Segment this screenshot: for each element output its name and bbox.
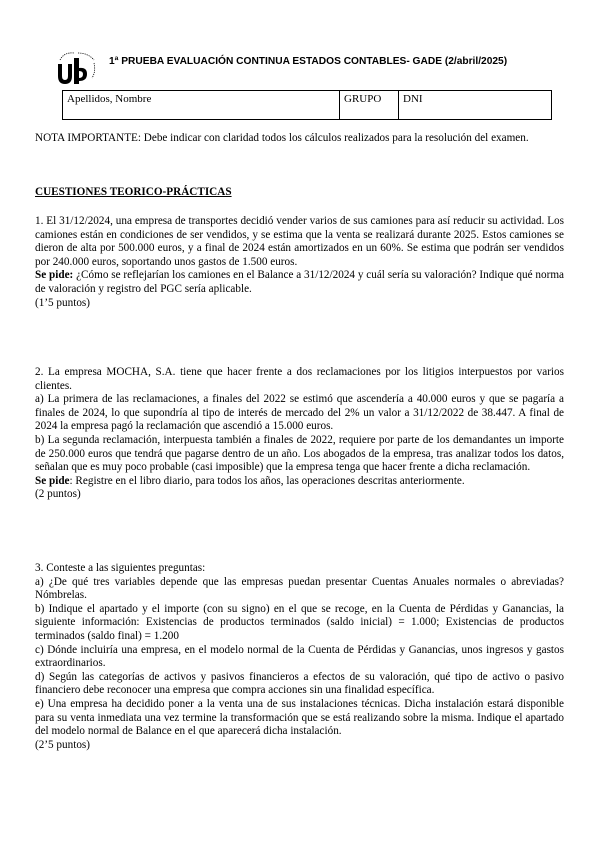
dni-field[interactable] bbox=[399, 91, 552, 120]
q2-ask-text: : Registre en el libro diario, para todos los años, las operaciones descritas anteriormente. bbox=[69, 474, 465, 487]
q2-intro: 2. La empresa MOCHA, S.A. tiene que hacer frente a dos reclamaciones por los litigios interpuestos por varios clientes. bbox=[35, 366, 564, 392]
q3-part-c: c) Dónde incluiría una empresa, en el modelo normal de la Cuenta de Pérdidas y Ganancias, unos ingresos y gastos extraordinarios. bbox=[35, 643, 564, 670]
question-2 bbox=[35, 366, 564, 502]
q3-points: (2’5 puntos) bbox=[35, 738, 90, 751]
q1-statement: 1. El 31/12/2024, una empresa de transportes decidió vender varios de sus camiones para así reducir su actividad. Los camiones están en condiciones de ser vendidos, y se estima que la venta se realizará durante 2025. Estos camiones se dieron de alta por 500.000 euros, y a final de 2024 están amortizados en un 60%. Se estima que podrán ser vendidos por 240.000 euros, soportando unos gastos de 1.500 euros. bbox=[35, 215, 564, 268]
q1-ask-label: Se pide: bbox=[35, 269, 74, 282]
q3-part-e: e) Una empresa ha decidido poner a la venta una de sus instalaciones técnicas. Dicha instalación estará disponible para su venta inmediata una vez termine la transformación que se está realizando sobre la misma. Indique el apartado del modelo normal de Balance en el que aparecerá dicha instalación. bbox=[35, 697, 564, 738]
exam-title: 1ª PRUEBA EVALUACIÓN CONTINUA ESTADOS CONTABLES- GADE (2/abril/2025) bbox=[109, 56, 508, 67]
university-logo-icon bbox=[54, 50, 100, 86]
name-label: Apellidos, Nombre bbox=[67, 93, 152, 105]
q3-part-d: d) Según las categorías de activos y pasivos financieros a efectos de su valoración, qué tipo de activo o pasivo financiero debe reconocer una empresa que compra acciones sin una finalidad específica. bbox=[35, 670, 564, 697]
name-field[interactable] bbox=[63, 91, 340, 120]
question-1 bbox=[35, 215, 564, 310]
section-title: CUESTIONES TEORICO-PRÁCTICAS bbox=[35, 186, 232, 198]
important-note: NOTA IMPORTANTE: Debe indicar con claridad todos los cálculos realizados para la resolución del examen. bbox=[35, 132, 529, 144]
q2-part-a: a) La primera de las reclamaciones, a finales del 2022 se estimó que ascendería a 40.000 euros y que se pagaría a finales de 2024, lo que supondría al tipo de interés de mercado del 2% un valor a 31/12/2022 de 38.447. A final de 2024 la empresa pagó la reclamación que ascendió a 15.000 euros. bbox=[35, 393, 564, 433]
group-label: GRUPO bbox=[344, 93, 382, 105]
q2-ask bbox=[35, 475, 564, 489]
q1-ask bbox=[35, 269, 564, 296]
q2-part-b: b) La segunda reclamación, interpuesta también a finales de 2022, requiere por parte de los demandantes un importe de 250.000 euros que tendrá que pagarse dentro de un año. Los abogados de la empresa, tras analizar todos los datos, señalan que es muy poco probable (casi imposible) que la empresa tenga que hacer frente a dicha reclamación. bbox=[35, 433, 564, 474]
student-id-table bbox=[62, 90, 552, 120]
q2-points: (2 puntos) bbox=[35, 488, 81, 501]
q3-part-b: b) Indique el apartado y el importe (con su signo) en el que se recoge, en la Cuenta de Pérdidas y Ganancias, la siguiente información: Existencias de productos terminados (saldo inicial) = 1.000; Existencias de productos terminados (saldo final) = 1.200 bbox=[35, 602, 564, 642]
q1-points: (1’5 puntos) bbox=[35, 296, 90, 309]
q2-ask-label: Se pide bbox=[35, 474, 70, 487]
q3-intro: 3. Conteste a las siguientes preguntas: bbox=[35, 562, 206, 574]
question-3 bbox=[35, 562, 564, 752]
dni-label: DNI bbox=[403, 93, 423, 105]
q1-ask-text: ¿Cómo se reflejarían los camiones en el Balance a 31/12/2024 y cuál sería su valoración? Indique qué norma de valoración y registro del PGC sería aplicable. bbox=[35, 269, 564, 295]
group-field[interactable] bbox=[340, 91, 399, 120]
q3-part-a: a) ¿De qué tres variables depende que las empresas puedan presentar Cuentas Anuales normales o abreviadas? Nómbrelas. bbox=[35, 575, 564, 602]
